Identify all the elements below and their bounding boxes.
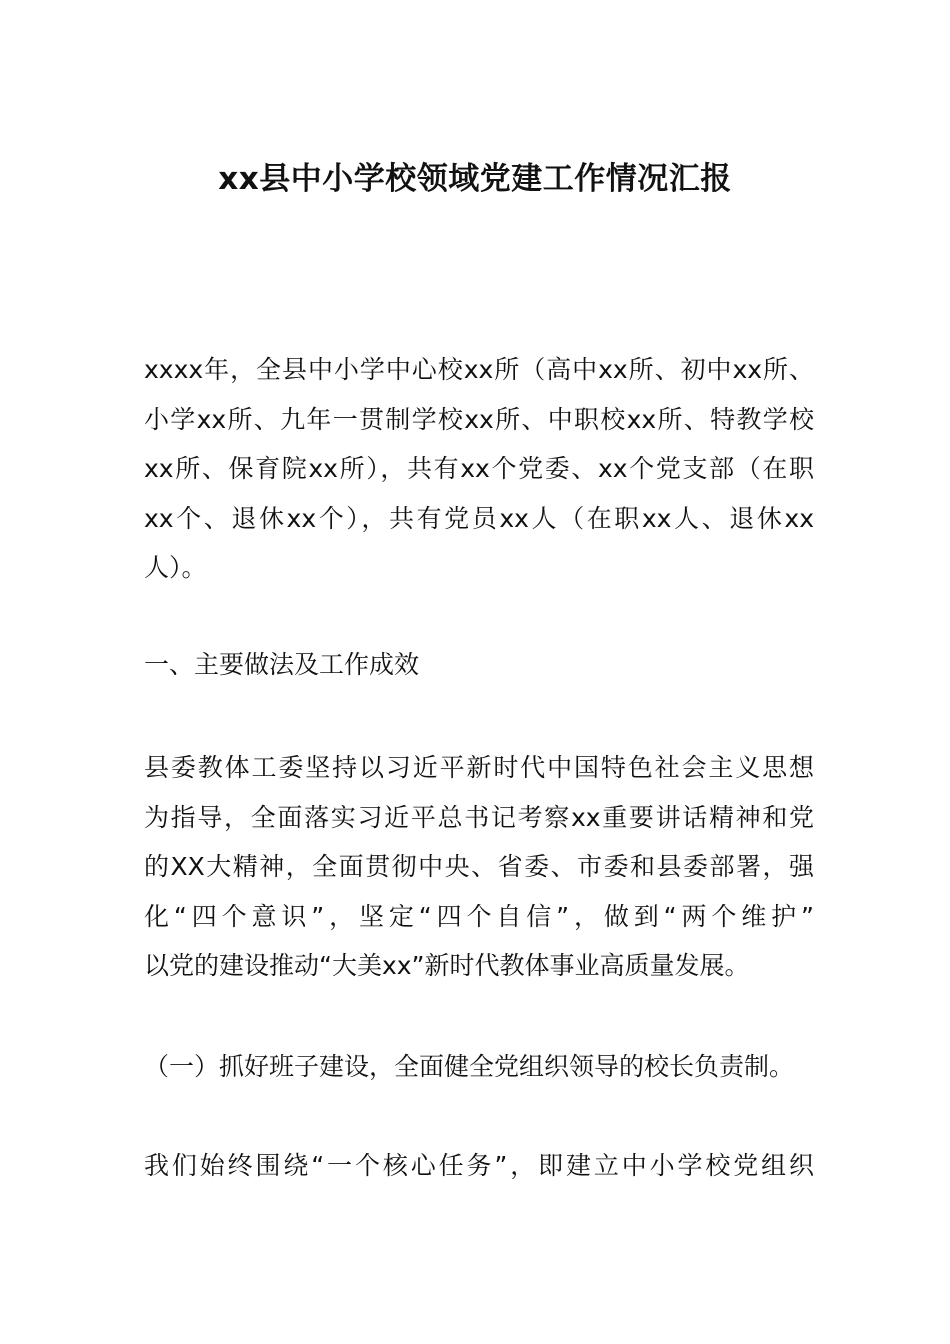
paragraph-line: 以党的建设推动“大美xx”新时代教体事业高质量发展。 — [144, 951, 750, 980]
paragraph-school-statistics — [144, 345, 814, 593]
paragraph-line: 人）。 — [144, 553, 207, 582]
subsection-heading-text: （一）抓好班子建设，全面健全党组织领导的校长负责制。 — [144, 1052, 795, 1081]
paragraph-line: 我们始终围绕“一个核心任务”，即建立中小学校党组织 — [144, 1151, 814, 1180]
document-title: xx县中小学校领域党建工作情况汇报 — [218, 161, 732, 197]
paragraph-line: 为指导，全面落实习近平总书记考察xx重要讲话精神和党 — [144, 802, 814, 832]
paragraph-line: 县委教体工委坚持以习近平新时代中国特色社会主义思想 — [144, 753, 814, 782]
paragraph-guiding-principles — [144, 743, 814, 991]
paragraph-line: xx所、保育院xx所），共有xx个党委、xx个党支部（在职 — [144, 454, 814, 483]
paragraph-line: xx个、退休xx个），共有党员xx人（在职xx人、退休xx — [144, 503, 814, 533]
paragraph-line: 化“四个意识”，坚定“四个自信”，做到“两个维护” — [144, 901, 814, 931]
paragraph-line: xxxx年，全县中小学中心校xx所（高中xx所、初中xx所、 — [144, 355, 814, 384]
paragraph-line: 小学xx所、九年一贯制学校xx所、中职校xx所、特教学校 — [144, 404, 814, 434]
section-heading-text: 一、主要做法及工作成效 — [144, 650, 420, 679]
subsection-heading-leadership — [144, 1042, 814, 1092]
paragraph-core-task — [144, 1141, 814, 1191]
paragraph-line: 的XX大精神，全面贯彻中央、省委、市委和县委部署，强 — [144, 852, 814, 881]
section-heading-main-practices — [144, 640, 814, 690]
